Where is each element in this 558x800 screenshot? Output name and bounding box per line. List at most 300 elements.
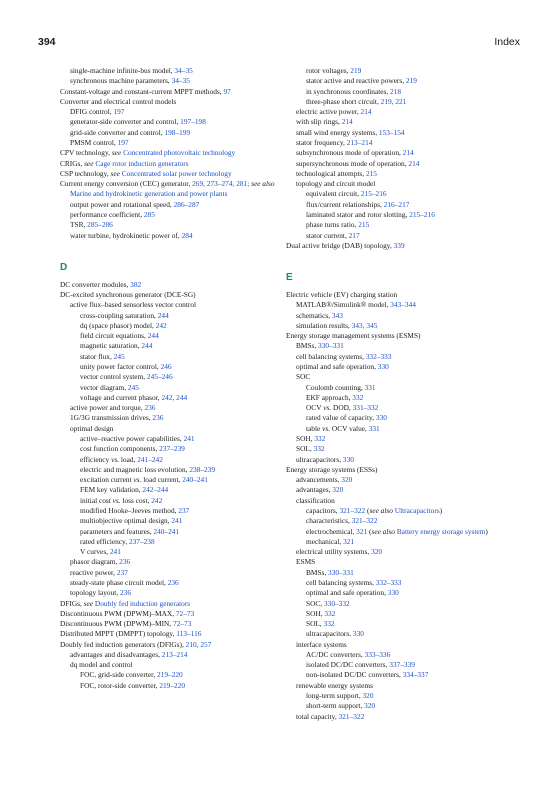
- cross-reference-link[interactable]: Marine and hydrokinetic generation and power plants: [70, 189, 228, 199]
- page-link[interactable]: 34–35: [174, 66, 193, 75]
- index-entry: [306, 66, 526, 76]
- entry-term: topology layout,: [70, 588, 120, 598]
- entry-term: voltage and current phasor,: [80, 392, 162, 402]
- index-entry: [80, 393, 296, 403]
- entry-term: field circuit equations,: [80, 331, 148, 341]
- entry-term: CSP technology,: [60, 168, 111, 178]
- entry-term: electric and magnetic loss evolution,: [80, 464, 190, 474]
- index-entry: [296, 455, 526, 465]
- entry-term: technological attempts,: [296, 168, 366, 178]
- entry-term: rotor voltages,: [306, 66, 351, 75]
- index-entry: [306, 189, 526, 199]
- entry-term: laminated stator and rotor slotting,: [306, 209, 410, 219]
- page-link[interactable]: 214: [408, 158, 420, 168]
- page-link[interactable]: 331–332: [352, 403, 379, 413]
- index-entry: [80, 527, 296, 537]
- index-entry: [286, 290, 526, 300]
- index-entry: [296, 496, 526, 506]
- index-entry: [60, 159, 296, 169]
- page-link[interactable]: 321–322: [339, 505, 366, 515]
- index-entry: [296, 557, 526, 567]
- index-entry: [296, 475, 526, 485]
- entry-term: renewable energy systems: [296, 680, 373, 690]
- index-entry: [306, 660, 526, 670]
- page-link[interactable]: 320: [362, 691, 374, 701]
- cross-reference-link[interactable]: Ultracapacitors: [394, 505, 440, 515]
- page-link[interactable]: 236: [167, 577, 179, 587]
- page-link[interactable]: 334–337: [402, 670, 429, 680]
- entry-term: characteristics,: [306, 516, 352, 526]
- entry-term: MATLAB®/Simulink® model,: [296, 300, 391, 310]
- page-link[interactable]: 153–154: [378, 127, 405, 137]
- index-entry: [80, 516, 296, 526]
- index-entry: [60, 619, 296, 629]
- page-link[interactable]: 216–217: [383, 199, 410, 209]
- index-entry: [80, 670, 296, 680]
- entry-punct: ): [439, 505, 443, 515]
- entry-term: ESMS: [296, 557, 316, 567]
- see-reference: see also: [251, 179, 275, 189]
- index-entry: [296, 179, 526, 189]
- index-entry: [306, 691, 526, 701]
- index-entry: [296, 444, 526, 454]
- page-link[interactable]: 339: [393, 240, 405, 250]
- index-entry: [80, 475, 296, 485]
- page-link[interactable]: 320: [332, 485, 344, 495]
- page-link[interactable]: 237–238: [128, 536, 155, 546]
- entry-term: small wind energy systems,: [296, 127, 379, 137]
- entry-term-italic: vs.: [322, 423, 331, 433]
- entry-term: multiobjective optimal design,: [80, 516, 172, 526]
- page-link[interactable]: 332: [324, 608, 336, 618]
- entry-term: dq (space phasor) model,: [80, 320, 156, 330]
- index-entry: [296, 169, 526, 179]
- page-link[interactable]: 343: [331, 310, 343, 320]
- cross-reference-link[interactable]: Concentrated solar power technology: [121, 168, 232, 178]
- page-link[interactable]: 332: [323, 619, 335, 629]
- entry-term: output power and rotational speed,: [70, 199, 174, 209]
- entry-term-italic: vs.: [111, 454, 120, 464]
- page-link[interactable]: 236: [119, 557, 131, 567]
- entry-term: cost function components,: [80, 444, 160, 454]
- page-link[interactable]: 113–116: [176, 629, 202, 639]
- see-reference: see: [110, 168, 120, 178]
- entry-term: AC/DC converters,: [306, 649, 365, 659]
- index-entry: [306, 568, 526, 578]
- entry-term: single-machine infinite-bus model,: [70, 66, 175, 75]
- entry-term: optimal design: [70, 423, 114, 433]
- page-link[interactable]: 97: [223, 86, 231, 96]
- page-link[interactable]: 330–331: [328, 567, 354, 577]
- page-link[interactable]: 321: [343, 536, 355, 546]
- entry-term: excitation current: [80, 475, 134, 485]
- entry-term: short-term support,: [306, 701, 365, 711]
- page-link[interactable]: 215: [358, 220, 370, 230]
- page-link[interactable]: 331: [368, 423, 380, 433]
- entry-term: efficiency: [80, 454, 112, 464]
- page-link[interactable]: 219–220: [159, 680, 186, 690]
- entry-term: BMSs,: [306, 567, 329, 577]
- page-link[interactable]: 215–216: [360, 189, 387, 199]
- page-link[interactable]: 241: [183, 434, 195, 443]
- page-link[interactable]: 215: [365, 168, 377, 178]
- page-link[interactable]: 219, 221: [380, 96, 407, 106]
- entry-term: FEM key validation,: [80, 485, 143, 495]
- index-entry: [60, 97, 296, 107]
- page-link[interactable]: 245: [127, 382, 139, 392]
- index-entry: [296, 311, 526, 321]
- index-entry: [70, 117, 296, 127]
- page-link[interactable]: 285: [143, 209, 155, 219]
- entry-term: Converter and electrical control models: [60, 96, 177, 106]
- page-link[interactable]: 215–216: [409, 209, 435, 219]
- page-link[interactable]: 332: [314, 434, 326, 443]
- index-entry: [296, 485, 526, 495]
- entry-term: rated efficiency,: [80, 536, 129, 546]
- entry-term: DFIG control,: [70, 107, 114, 117]
- page-link[interactable]: 242: [151, 495, 163, 505]
- see-reference: see: [111, 148, 122, 158]
- page-link[interactable]: 343–344: [390, 300, 416, 310]
- page-link[interactable]: 214: [402, 148, 414, 158]
- entry-term: initial cost: [80, 495, 113, 505]
- entry-term: reactive power,: [70, 567, 117, 577]
- index-entry: [70, 588, 296, 598]
- entry-term: TSR,: [70, 220, 88, 230]
- index-entry: [296, 712, 526, 722]
- page-link[interactable]: 333–336: [364, 649, 391, 659]
- index-entry: [306, 506, 526, 516]
- page-link[interactable]: 213–214: [161, 649, 188, 659]
- entry-term: in synchronous coordinates,: [306, 86, 391, 96]
- index-entry: [306, 599, 526, 609]
- entry-term: electrochemical,: [306, 526, 357, 536]
- entry-punct: (: [365, 505, 370, 515]
- entry-term-italic: vs.: [112, 495, 121, 505]
- index-entry: [70, 424, 296, 434]
- page-link[interactable]: 219: [350, 66, 362, 75]
- entry-term: total capacity,: [296, 711, 339, 721]
- cross-reference-link[interactable]: Doubly fed induction generators: [94, 598, 191, 608]
- index-entry: [306, 588, 526, 598]
- index-entry: [70, 557, 296, 567]
- page-link[interactable]: 285–286: [87, 220, 113, 230]
- entry-term: advantages,: [296, 485, 333, 495]
- entry-term: rated value of capacity,: [306, 413, 376, 423]
- entry-term: Doubly fed induction generators (DFIGs),: [60, 639, 186, 649]
- page-link[interactable]: 236: [152, 413, 164, 423]
- page-link[interactable]: 320: [364, 701, 376, 711]
- entry-punct: (: [367, 526, 372, 536]
- index-entry: [60, 280, 296, 290]
- index-entry: [80, 362, 296, 372]
- index-entry: [60, 599, 296, 609]
- page-link[interactable]: 213–214: [346, 137, 373, 147]
- entry-term: V curves,: [80, 547, 110, 557]
- entry-term: Energy storage management systems (ESMS): [286, 331, 421, 341]
- entry-term: active power and torque,: [70, 403, 145, 413]
- index-entry: [80, 352, 296, 362]
- index-entry: [80, 311, 296, 321]
- page-header: [38, 36, 520, 50]
- index-entry: [80, 372, 296, 382]
- page-link[interactable]: 245–246: [146, 372, 173, 382]
- entry-term: Constant-voltage and constant-current MPPT methods,: [60, 86, 224, 96]
- page-link[interactable]: 330: [387, 588, 399, 598]
- entry-term: EKF approach,: [306, 392, 353, 402]
- page-link[interactable]: 320: [371, 547, 383, 557]
- entry-term: BMSs,: [296, 341, 319, 351]
- entry-term: synchronous machine parameters,: [70, 76, 172, 86]
- entry-term: phase turns ratio,: [306, 220, 359, 230]
- index-entry: [60, 87, 296, 97]
- entry-term: equivalent circuit,: [306, 189, 361, 199]
- index-entry: [286, 331, 526, 341]
- index-entry: [80, 496, 296, 506]
- entry-term: vector control system,: [80, 372, 147, 382]
- page-link[interactable]: 72–73: [175, 608, 195, 618]
- index-entry: [70, 210, 296, 220]
- index-entry: [80, 506, 296, 516]
- entry-term: subsynchronous mode of operation,: [296, 148, 403, 158]
- entry-punct: ): [485, 526, 488, 536]
- entry-term: ultracapacitors,: [296, 454, 343, 464]
- page-link[interactable]: 284: [181, 230, 193, 240]
- see-reference: see also: [369, 505, 393, 515]
- page-link[interactable]: 246: [160, 362, 172, 372]
- page-link[interactable]: 240–241: [182, 475, 208, 485]
- page-link[interactable]: 240–241: [153, 526, 180, 536]
- index-section-letter: D: [60, 261, 68, 273]
- page-link[interactable]: 237–239: [159, 444, 185, 454]
- entry-term: Coulomb counting,: [306, 382, 365, 392]
- entry-term: stator frequency,: [296, 137, 347, 147]
- index-entry: [70, 413, 296, 423]
- index-entry: [80, 485, 296, 495]
- index-entry: [306, 701, 526, 711]
- page-link[interactable]: 72–73: [173, 619, 192, 629]
- index-entry: [60, 609, 296, 619]
- entry-term: long-term support,: [306, 691, 363, 701]
- page-link[interactable]: 332–333: [375, 577, 402, 587]
- entry-term: simulation results,: [296, 320, 352, 330]
- page-link[interactable]: 218: [390, 86, 402, 96]
- entry-term: stator current,: [306, 230, 349, 240]
- page-link[interactable]: 330: [375, 413, 387, 423]
- index-entry: [306, 537, 526, 547]
- entry-term: supersynchronous mode of operation,: [296, 158, 409, 168]
- page-link[interactable]: 244: [141, 341, 153, 351]
- page-link[interactable]: 217: [348, 230, 360, 240]
- index-column-left: [60, 66, 296, 691]
- page-link[interactable]: 269, 273–274, 281;: [192, 179, 250, 189]
- page-link[interactable]: 197: [113, 107, 125, 117]
- page-link[interactable]: 331: [364, 382, 376, 392]
- entry-term: SOL,: [296, 444, 314, 454]
- index-entry: [70, 138, 296, 148]
- index-entry: [286, 241, 526, 251]
- index-entry: [60, 179, 296, 200]
- entry-term: CRIGs,: [60, 158, 85, 168]
- entry-term: with slip rings,: [296, 117, 342, 127]
- page-link[interactable]: 241–242: [137, 454, 163, 464]
- page-link[interactable]: 330: [342, 454, 354, 464]
- entry-term: unity power factor control,: [80, 362, 161, 372]
- index-entry: [70, 231, 296, 241]
- entry-term: cell balancing systems,: [306, 577, 376, 587]
- entry-term: active flux–based sensorless vector control: [70, 300, 197, 310]
- index-entry: [80, 321, 296, 331]
- see-reference: see: [83, 598, 94, 608]
- entry-term: steady-state phase circuit model,: [70, 577, 168, 587]
- index-entry: [70, 650, 296, 660]
- entry-term: mechanical,: [306, 536, 344, 546]
- cross-reference-link[interactable]: Concentrated photovoltaic technology: [123, 148, 236, 158]
- page-link[interactable]: 241: [171, 516, 183, 526]
- entry-term: SOC,: [306, 598, 324, 608]
- page-link[interactable]: 321–322: [351, 516, 378, 526]
- entry-term: modified Hooke–Jeeves method,: [80, 505, 179, 515]
- index-entry: [306, 578, 526, 588]
- index-entry: [306, 210, 526, 220]
- page-link[interactable]: 245: [113, 351, 125, 361]
- page-link[interactable]: 332: [313, 444, 325, 454]
- entry-term: schematics,: [296, 310, 332, 320]
- page-link[interactable]: 198–199: [164, 127, 191, 137]
- index-entry: [306, 413, 526, 423]
- entry-term: non-isolated DC/DC converters,: [306, 670, 403, 680]
- index-entry: [70, 300, 296, 310]
- entry-term: SOH,: [296, 434, 315, 443]
- entry-term: Dual active bridge (DAB) topology,: [286, 240, 394, 250]
- entry-term: DOD,: [331, 403, 353, 413]
- page-link[interactable]: 332–333: [365, 351, 392, 361]
- index-entry: [70, 660, 296, 670]
- page-link[interactable]: 34–35: [171, 76, 190, 86]
- page-link[interactable]: 238–239: [189, 464, 216, 474]
- page-link[interactable]: 242, 244: [161, 392, 188, 402]
- index-entry: [60, 148, 296, 158]
- page-link[interactable]: 321: [356, 526, 368, 536]
- index-entry: [306, 609, 526, 619]
- page-link[interactable]: 242–244: [142, 485, 169, 495]
- index-entry: [306, 516, 526, 526]
- page-link[interactable]: 197: [117, 137, 129, 147]
- page-link[interactable]: 242: [155, 320, 167, 330]
- see-reference: see: [84, 158, 94, 168]
- entry-term: DC converter modules,: [60, 279, 131, 289]
- index-entry: [296, 138, 526, 148]
- entry-term: performance coefficient,: [70, 209, 144, 219]
- page-number: 394: [38, 36, 56, 48]
- index-entry: [60, 169, 296, 179]
- page-link[interactable]: 236: [119, 588, 131, 598]
- entry-term: three-phase short circuit,: [306, 96, 381, 106]
- entry-term: ultracapacitors,: [306, 629, 353, 639]
- index-entry: [306, 97, 526, 107]
- index-column-right: [286, 66, 526, 722]
- entry-term: grid-side converter and control,: [70, 127, 165, 137]
- page-link[interactable]: 286–287: [173, 199, 200, 209]
- page-link[interactable]: 330: [377, 362, 389, 372]
- index-entry: [80, 331, 296, 341]
- page-link[interactable]: 330–331: [318, 341, 344, 351]
- page-link[interactable]: 236: [144, 403, 156, 413]
- entry-term: load current,: [141, 475, 183, 485]
- index-entry: [80, 383, 296, 393]
- page-link[interactable]: 219–220: [157, 670, 183, 680]
- page-link[interactable]: 382: [130, 279, 142, 289]
- index-section-letter: E: [286, 272, 293, 284]
- index-entry: [296, 372, 526, 382]
- index-entry: [296, 681, 526, 691]
- page-link[interactable]: 237: [116, 567, 128, 577]
- page-link[interactable]: 330: [352, 629, 364, 639]
- page-link[interactable]: 332: [352, 392, 364, 402]
- entry-term: flux/current relationships,: [306, 199, 384, 209]
- page-link[interactable]: 210, 257: [185, 639, 212, 649]
- see-reference: see also: [371, 526, 395, 536]
- entry-term: PMSM control,: [70, 137, 118, 147]
- index-entry: [60, 640, 296, 650]
- index-entry: [306, 403, 526, 413]
- index-entry: [306, 650, 526, 660]
- index-entry: [296, 341, 526, 351]
- entry-term: dq model and control: [70, 660, 133, 670]
- page-link[interactable]: 214: [360, 107, 372, 117]
- index-entry: [70, 220, 296, 230]
- page-link[interactable]: 197–198: [180, 117, 206, 127]
- entry-term: vector diagram,: [80, 382, 128, 392]
- page-link[interactable]: 321–322: [338, 711, 365, 721]
- page-link[interactable]: 320: [341, 475, 353, 485]
- index-entry: [306, 231, 526, 241]
- index-entry: [70, 200, 296, 210]
- index-entry: [70, 578, 296, 588]
- page-link[interactable]: 330–332: [323, 598, 350, 608]
- index-entry: [296, 128, 526, 138]
- entry-term: capacitors,: [306, 505, 340, 515]
- entry-term: FOC, rotor-side converter,: [80, 680, 160, 690]
- entry-term: advantages and disadvantages,: [70, 649, 162, 659]
- entry-term: stator flux,: [80, 351, 114, 361]
- page-link[interactable]: 244: [147, 331, 159, 341]
- index-entry: [296, 352, 526, 362]
- page-link[interactable]: 237: [178, 505, 190, 515]
- page-link[interactable]: 214: [341, 117, 353, 127]
- entry-term-italic: vs.: [323, 403, 332, 413]
- index-entry: [80, 444, 296, 454]
- index-entry: [80, 537, 296, 547]
- index-entry: [70, 128, 296, 138]
- page-link[interactable]: 244: [157, 310, 169, 320]
- page-link[interactable]: 241: [109, 547, 121, 557]
- cross-reference-link[interactable]: Cage rotor induction generators: [95, 158, 189, 168]
- index-entry: [70, 66, 296, 76]
- entry-term: stator active and reactive powers,: [306, 76, 406, 86]
- entry-term: load,: [119, 454, 138, 464]
- entry-term: cross-coupling saturation,: [80, 310, 158, 320]
- cross-reference-link[interactable]: Battery energy storage system: [396, 526, 486, 536]
- index-entry: [296, 362, 526, 372]
- page-link[interactable]: 337–339: [389, 660, 415, 670]
- index-entry: [306, 670, 526, 680]
- page-link[interactable]: 219: [405, 76, 417, 86]
- index-entry: [80, 455, 296, 465]
- entry-term: cell balancing systems,: [296, 351, 366, 361]
- page-link[interactable]: 343, 345: [351, 320, 378, 330]
- entry-term: generator-side converter and control,: [70, 117, 181, 127]
